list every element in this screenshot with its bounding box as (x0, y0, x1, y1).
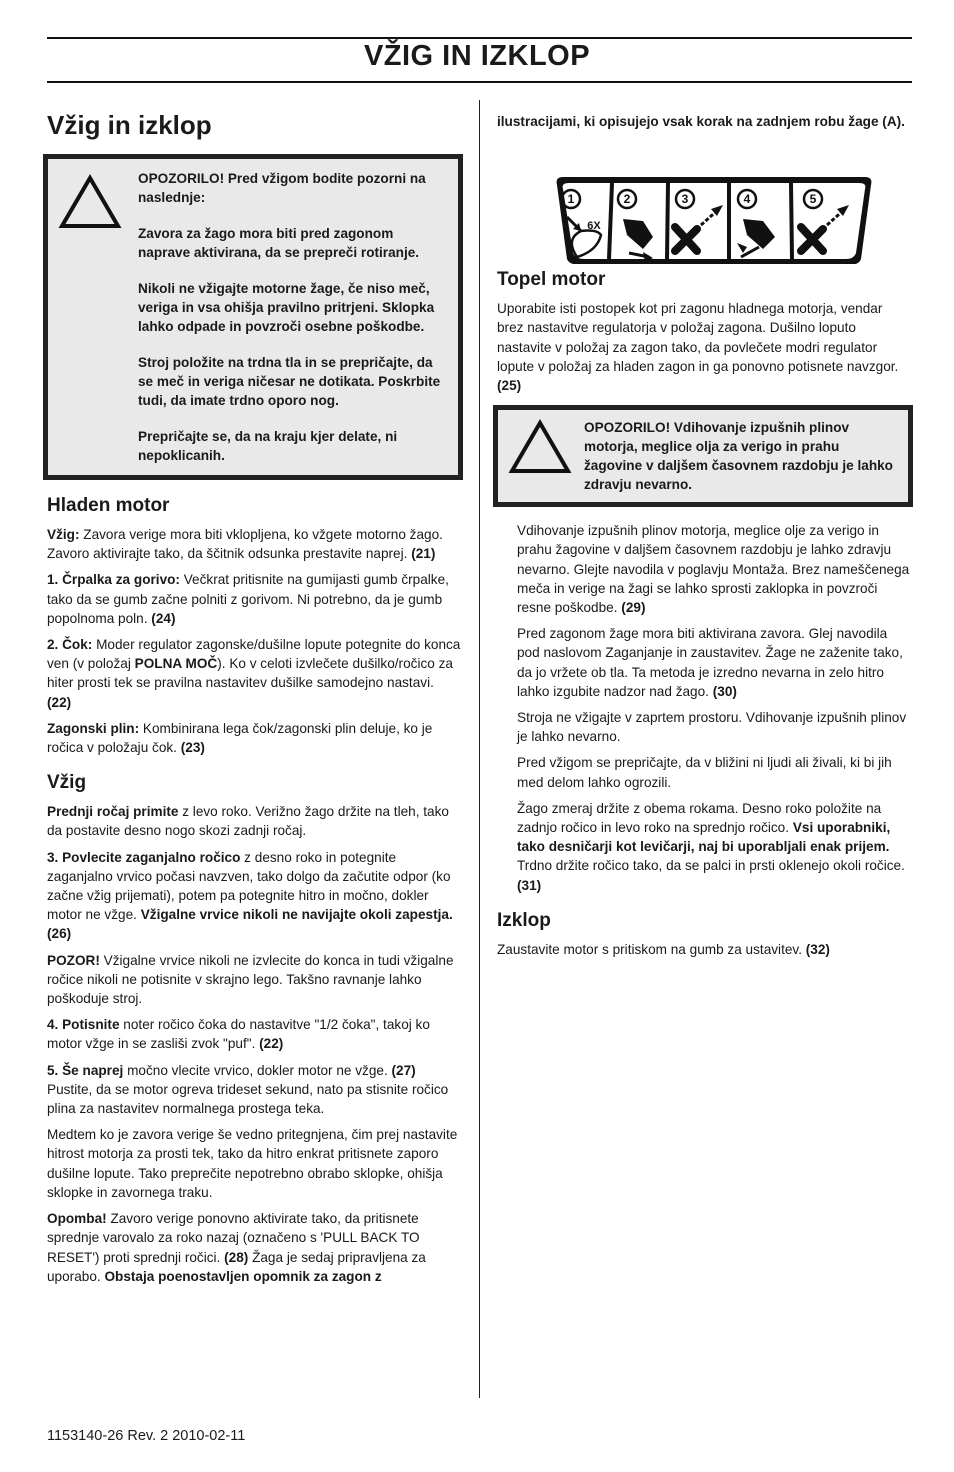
warning-line: OPOZORILO! Pred vžigom bodite pozorni na naslednje: (138, 171, 426, 205)
left-column (47, 108, 461, 1293)
paragraph: 5. Še naprej močno vlecite vrvico, dokler motor ne vžge. (27) Pustite, da se motor ogreva trideset sekund, nato pa stisnite ročico plina za nastavitev normalnega prostega teka. (47, 1062, 449, 1117)
page-title: VŽIG IN IZKLOP (363, 40, 591, 72)
pump-count-label: 6X (587, 220, 601, 233)
paragraph: 2. Čok: Moder regulator zagonske/dušilne lopute potegnite do konca ven (v položaj POLNA MOČ). Ko v celoti izvlečete dušilko/ročico za hiter prosti tek se pravilna nastavitev dušilke samodejno nastavi. (22) (47, 637, 461, 710)
paragraph: Stroja ne vžigajte v zaprtem prostoru. Vdihovanje izpušnih plinov je lahko nevarno. (517, 710, 907, 745)
paragraph: Zaustavite motor s pritiskom na gumb za ustavitev. (32) (497, 941, 830, 957)
top-rule (47, 37, 912, 39)
step-number: 1 (567, 192, 575, 207)
right-column (497, 112, 912, 966)
paragraph: Vdihovanje izpušnih plinov motorja, meglice olje za verigo in prahu žagovine v daljšem časovnem razdobju je lahko zdravju nevarno. Glejte navodila v poglavju Montaža. Brez nameščenega meča in verige na žagi se lahko sprosti zaklopka in povzroči resne poškodbe. (29) (517, 523, 910, 616)
cold-engine-heading: Hladen motor (47, 495, 170, 516)
step-number: 3 (681, 192, 689, 207)
paragraph: POZOR! Vžigalne vrvice nikoli ne izvlecite do konca in tudi vžigalne ročice nikoli ne potisnite v skrajno lego. Takšno ravnanje lahko poškoduje stroj. (47, 952, 454, 1007)
step-number: 5 (809, 192, 817, 207)
paragraph: Uporabite isti postopek kot pri zagonu hladnega motorja, vendar brez nastavitve regulatorja v položaj zagona. Dušilno loputo nastavite v položaj za zagon tako, da povlečete modri regulator lopute v položaj za hladen zagon in ga ponovno potisnete navzgor. (25) (497, 301, 899, 394)
warning-line: OPOZORILO! Vdihovanje izpušnih plinov motorja, meglice olja za verigo in prahu žagovine v daljšem časovnem razdobju je lahko zdravju nevarno. (584, 420, 893, 493)
title-rule (47, 81, 912, 83)
step-number: 4 (743, 192, 751, 207)
document-number: 1153140-26 Rev. 2 2010-02-11 (47, 1428, 246, 1444)
paragraph: Pred vžigom se prepričajte, da v bližini ni ljudi ali živali, ki bi jih med delom lahko ogrozili. (517, 755, 892, 790)
paragraph: Opomba! Zavoro verige ponovno aktivirate tako, da pritisnete sprednje varovalo za roko nazaj (označeno s 'PULL BACK TO RESET') proti sprednji ročici. (28) Žaga je sedaj pripravljena za uporabo. Obstaja poenostavljen opomnik za zagon z (47, 1211, 426, 1284)
warning-line: Stroj položite na trdna tla in se prepričajte, da se meč in veriga ničesar ne dotikata. Poskrbite tudi, da imate trdno oporo nog. (138, 355, 441, 408)
paragraph: ilustracijami, ki opisujejo vsak korak na zadnjem robu žage (A). (497, 114, 905, 129)
paragraph: Žago zmeraj držite z obema rokama. Desno roko položite na zadnjo ročico in levo roko na sprednjo ročico. Vsi uporabniki, tako desničarji kot levičarji, naj bi uporabljali enak prijem. Trdno držite ročico tako, da se palci in prsti oklenejo okoli ročice. (31) (517, 800, 905, 893)
warning-box (493, 405, 913, 507)
column-divider (479, 100, 480, 1398)
start-reminder-diagram (497, 139, 912, 264)
start-heading: Vžig (47, 772, 87, 794)
warning-line: Zavora za žago mora biti pred zagonom naprave aktivirana, da se prepreči rotiranje. (138, 226, 420, 260)
warning-triangle-icon (58, 173, 122, 231)
step-number: 2 (623, 192, 631, 207)
paragraph: Zagonski plin: Kombinirana lega čok/zagonski plin deluje, ko je ročica v položaju čok. (23) (47, 720, 433, 756)
warning-line: Prepričajte se, da na kraju kjer delate, ni nepoklicanih. (138, 429, 398, 463)
start-steps-illustration (497, 139, 912, 264)
paragraph: 4. Potisnite noter ročico čoka do nastavitve "1/2 čoka", takoj ko motor vžge in se zasliši zvok "puf". (22) (47, 1017, 430, 1052)
paragraph: 1. Črpalka za gorivo: Večkrat pritisnite na gumijasti gumb črpalke, tako da se gumb začne polniti z gorivom. Ni potrebno, da je gumb popolnoma poln. (24) (47, 572, 449, 626)
paragraph: Prednji ročaj primite z levo roko. Verižno žago držite na tleh, tako da postavite desno nogo skozi zadnji ročaj. (47, 804, 449, 839)
warm-engine-heading: Topel motor (497, 269, 606, 291)
paragraph: Pred zagonom žage mora biti aktivirana zavora. Glej navodila pod naslovom Zaganjanje in zaustavitev. Žage ne zaženite tako, da jo vržete ob tla. Ta metoda je izredno nevarna in zelo hitro lahko izgubite nadzor nad žago. (30) (517, 626, 903, 699)
paragraph: 3. Povlecite zaganjalno ročico z desno roko in potegnite zaganjalno vrvico počasi navzven, tako dolgo da začutite odpor (ko začne vžig prijemati), potem pa potegnite hitro in močno, dokler motor ne vžge. Vžigalne vrvice nikoli ne navijajte okoli zapestja. (26) (47, 849, 453, 942)
section-heading: Vžig in izklop (47, 110, 212, 140)
warning-triangle-icon (508, 418, 572, 476)
stop-heading: Izklop (497, 909, 551, 931)
paragraph: Medtem ko je zavora verige še vedno pritegnjena, čim prej nastavite hitrost motorja za prosti tek, tako da hitro enkrat pritisnete zaporo dušilne lopute. Tako preprečite nepotrebno obrabo sklopke, ohišja sklopke in zavornega traku. (47, 1127, 458, 1200)
paragraph: Vžig: Zavora verige mora biti vklopljena, ko vžgete motorno žago. Zavoro aktivirajte tako, da ščitnik odsunka prestavite naprej. (21) (47, 527, 443, 562)
warning-box (43, 154, 463, 480)
warning-line: Nikoli ne vžigajte motorne žage, če niso meč, veriga in vsa ohišja pravilno pritrjeni. Sklopka lahko odpade in povzroči osebne poškodbe. (138, 281, 435, 334)
